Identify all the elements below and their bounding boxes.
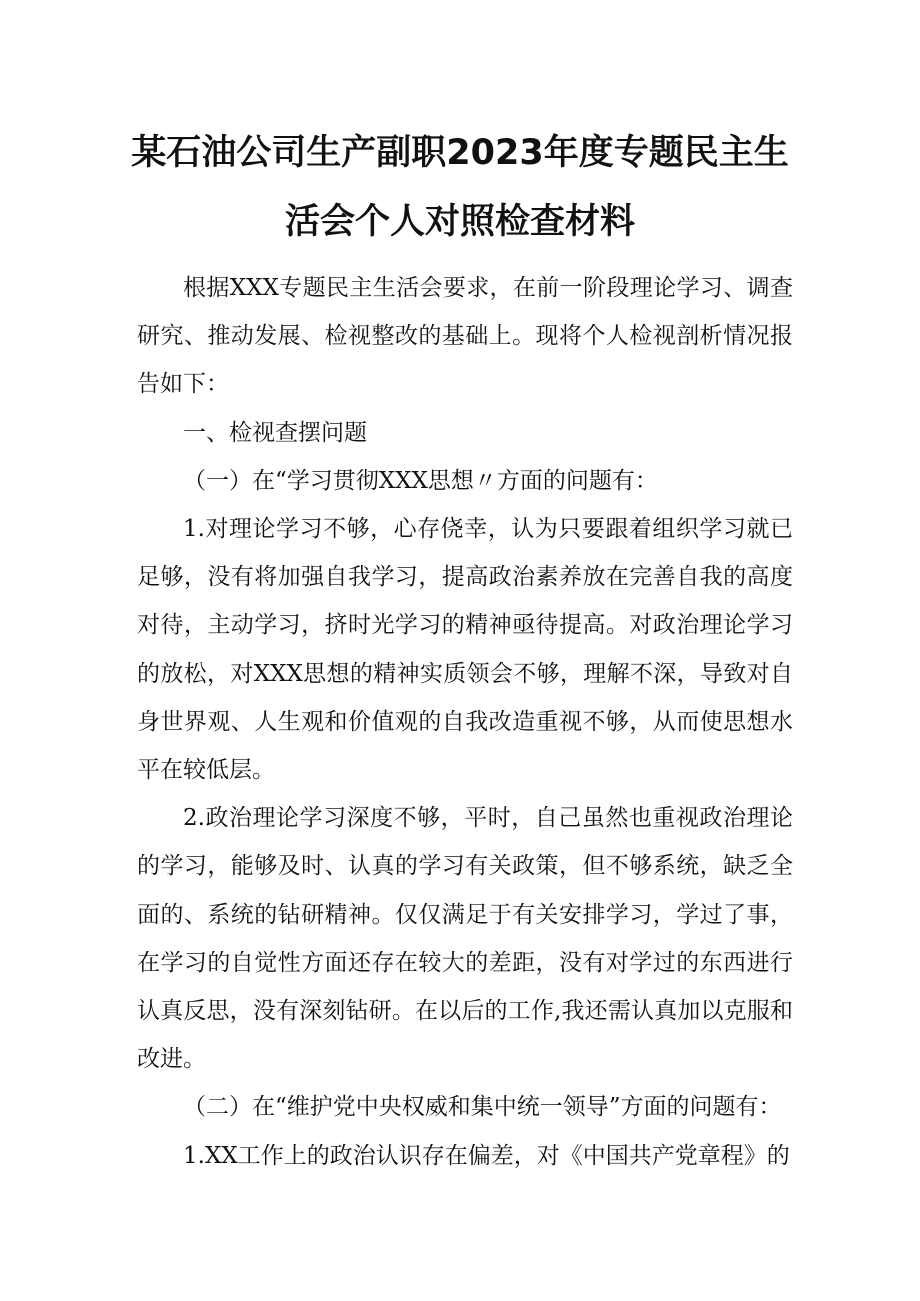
section-heading-1: 一、检视查摆问题 bbox=[183, 419, 367, 446]
body-paragraph-2: 2.政治理论学习深度不够，平时，自己虽然也重视政治理论的学习，能够及时、认真的学习有关政策，但不够系统，缺乏全面的、系统的钻研精神。仅仅满足于有关安排学习，学过了事，在学习的自觉性方面还存在较大的差距，没有对学过的东西进行认真反思，没有深刻钻研。在以后的工作,我还需认真加以克服和改进。 bbox=[137, 805, 793, 1073]
document-title-line-1: 某石油公司生产副职2023年度专题民主生 bbox=[131, 133, 789, 173]
body-paragraph-1: 1.对理论学习不够，心存侥幸，认为只要跟着组织学习就已足够，没有将加强自我学习，提高政治素养放在完善自我的高度对待，主动学习，挤时光学习的精神亟待提高。对政治理论学习的放松，对XXX思想的精神实质领会不够，理解不深，导致对自身世界观、人生观和价值观的自我改造重视不够，从而使思想水平在较低层。 bbox=[137, 516, 793, 784]
body-paragraph-3: 1.XX工作上的政治认识存在偏差，对《中国共产党章程》的 bbox=[183, 1142, 790, 1169]
document-body bbox=[137, 264, 793, 1180]
intro-paragraph: 根据XXX专题民主生活会要求，在前一阶段理论学习、调查研究、推动发展、检视整改的基础上。现将个人检视剖析情况报告如下： bbox=[137, 275, 793, 398]
subsection-heading-1: （一）在“学习贯彻XXX思想〃方面的问题有： bbox=[183, 467, 658, 494]
subsection-heading-2: （二）在“维护党中央权威和集中统一领导”方面的问题有： bbox=[183, 1094, 782, 1121]
document-title-line-2: 活会个人对照检查材料 bbox=[284, 202, 635, 242]
